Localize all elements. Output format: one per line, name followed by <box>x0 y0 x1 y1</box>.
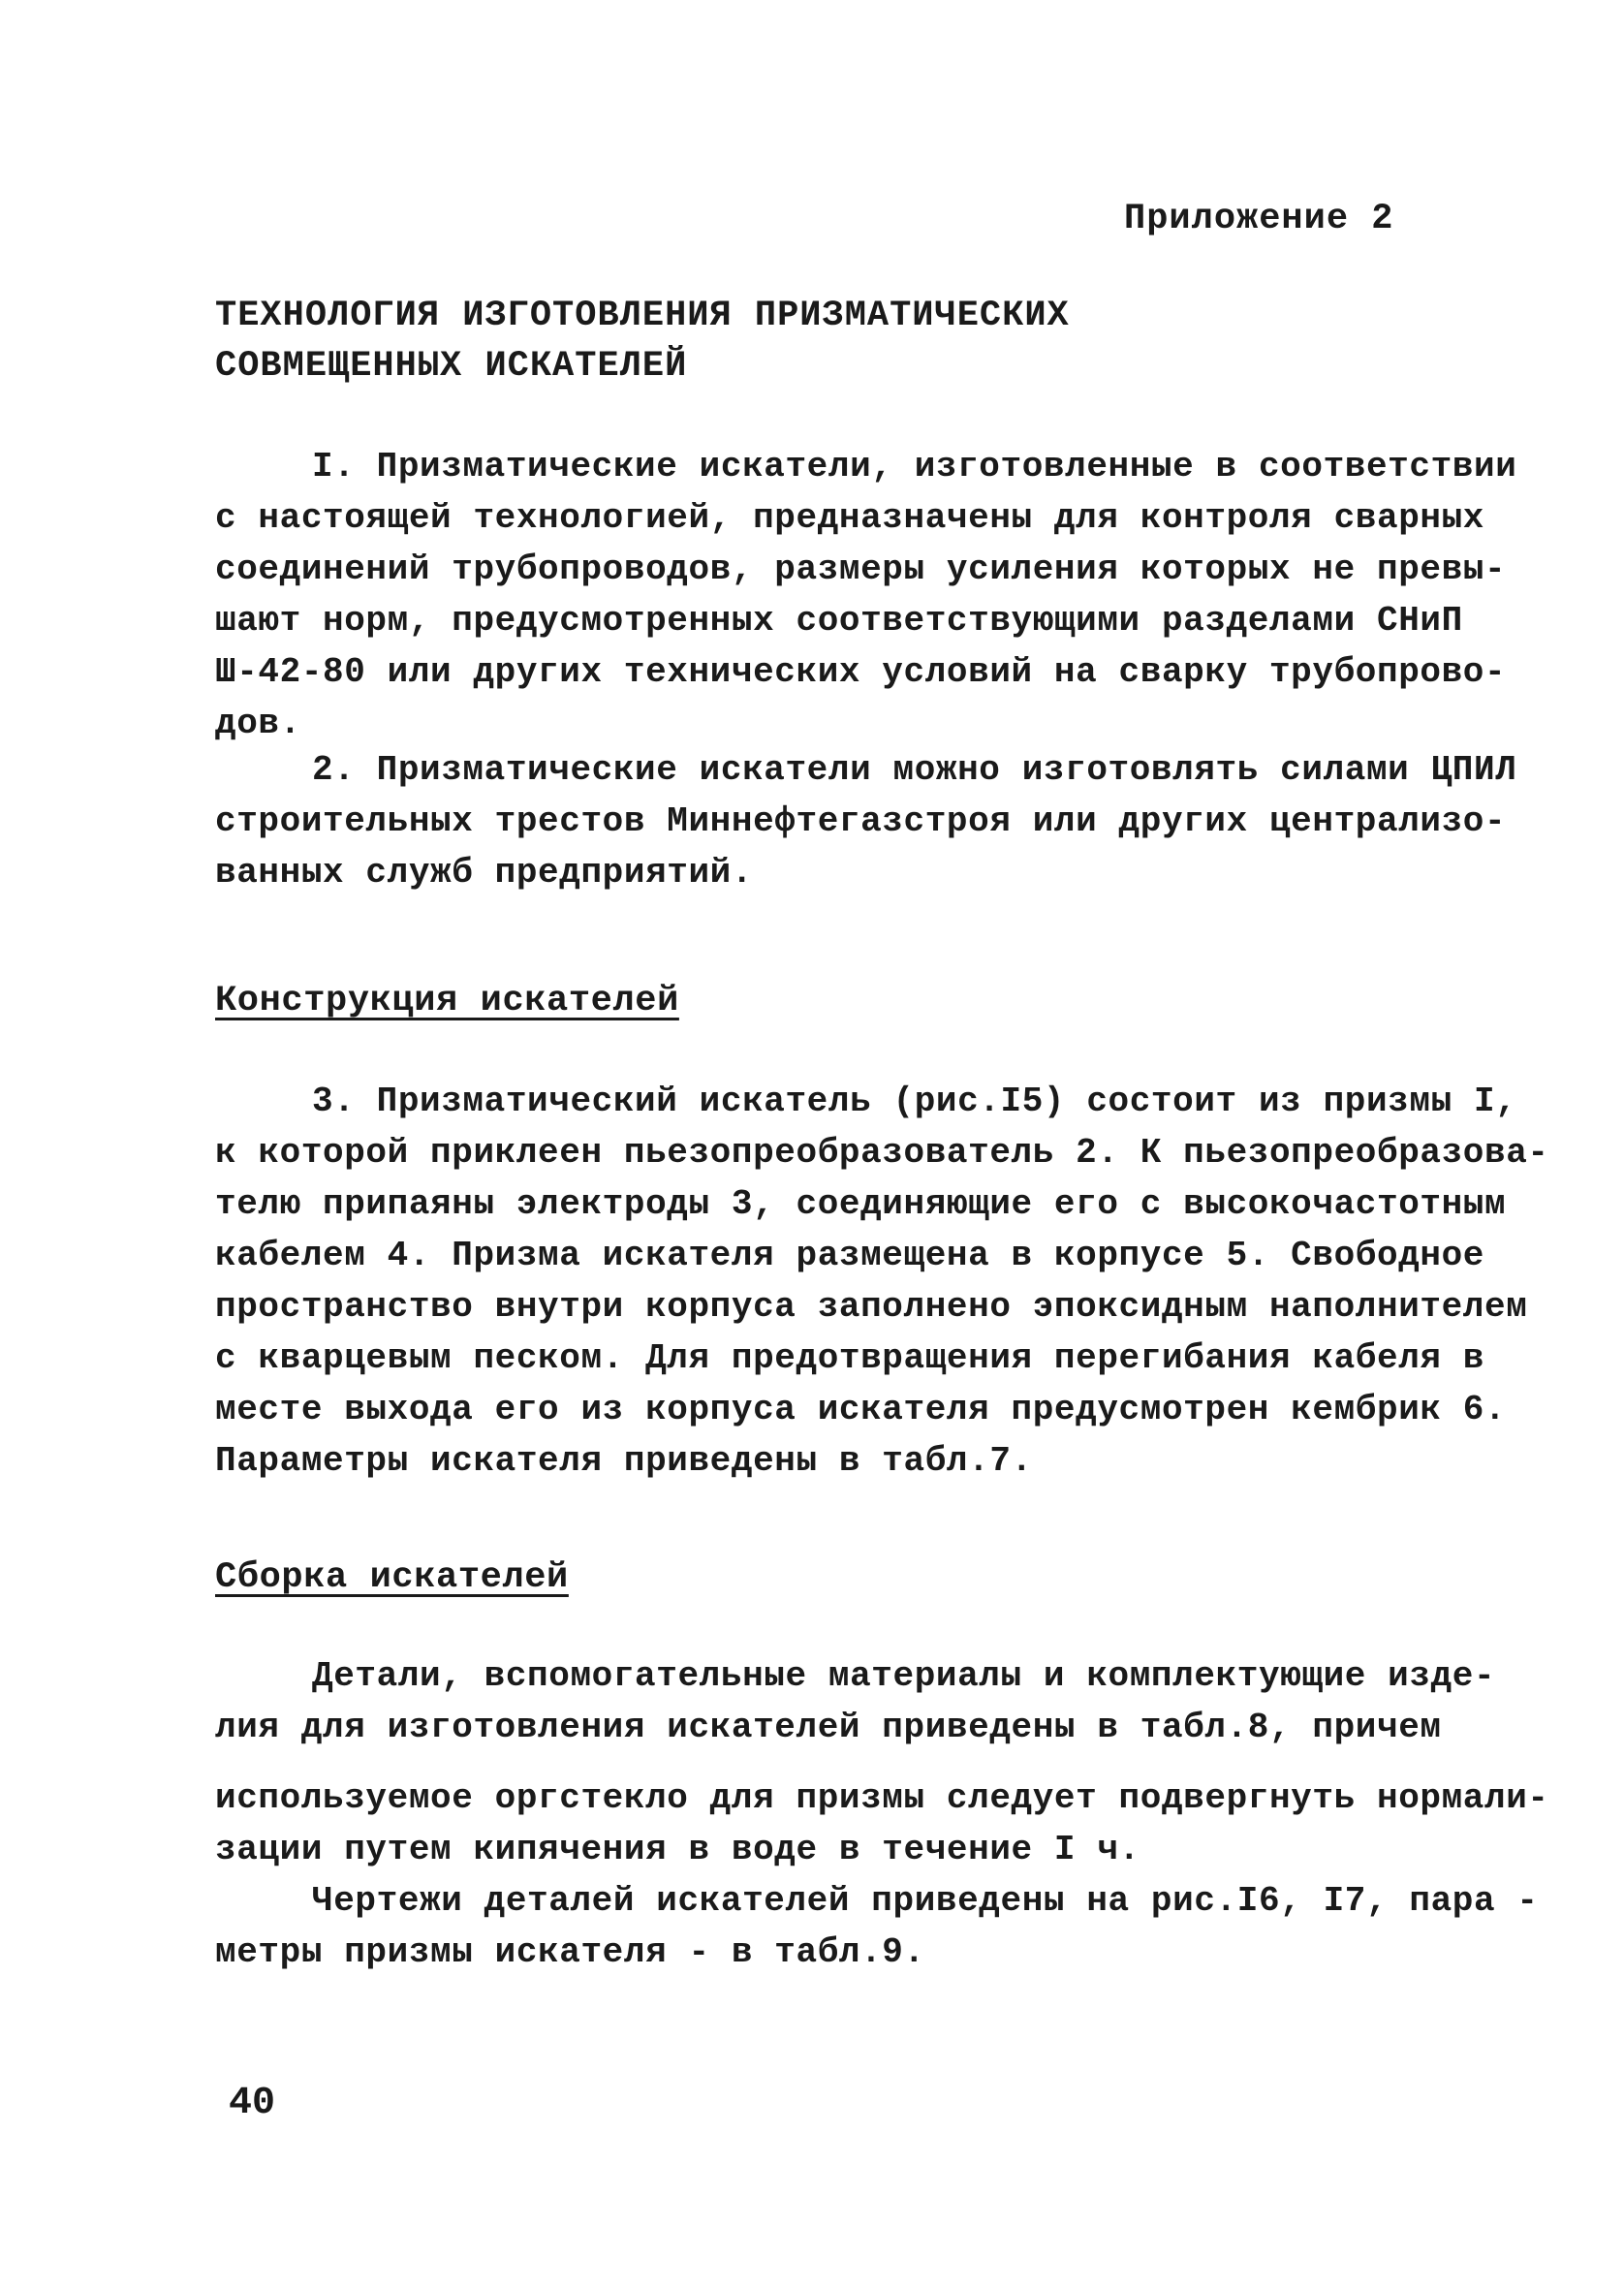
text-line: I. Призматические искатели, изготовленные в соответствии <box>312 447 1517 486</box>
paragraph-5 <box>215 1772 1549 1875</box>
text-line: кабелем 4. Призма искателя размещена в корпусе 5. Свободное <box>215 1236 1485 1275</box>
text-line: шают норм, предусмотренных соответствующими разделами СНиП <box>215 601 1463 641</box>
text-line: метры призмы искателя - в табл.9. <box>215 1932 925 1972</box>
text-line: 3. Призматический искатель (рис.I5) состоит из призмы I, <box>312 1082 1517 1121</box>
paragraph-3 <box>215 1076 1549 1487</box>
text-line: с настоящей технологией, предназначены для контроля сварных <box>215 498 1485 538</box>
text-line: Ш-42-80 или других технических условий на сварку трубопрово- <box>215 652 1507 692</box>
text-line: используемое оргстекло для призмы следует подвергнуть нормали- <box>215 1778 1549 1818</box>
paragraph-6 <box>215 1875 1539 1978</box>
appendix-label: Приложение 2 <box>1124 199 1394 239</box>
text-line: зации путем кипячения в воде в течение I ч. <box>215 1830 1140 1869</box>
title-line: ТЕХНОЛОГИЯ ИЗГОТОВЛЕНИЯ ПРИЗМАТИЧЕСКИХ <box>215 296 1070 336</box>
document-title <box>215 291 1070 392</box>
text-line: Детали, вспомогательные материалы и комплектующие изде- <box>312 1656 1496 1696</box>
text-line: Параметры искателя приведены в табл.7. <box>215 1441 1033 1481</box>
text-line: 2. Призматические искатели можно изготовлять силами ЦПИЛ <box>312 750 1517 790</box>
page-number: 40 <box>229 2082 276 2125</box>
text-line: месте выхода его из корпуса искателя предусмотрен кембрик 6. <box>215 1390 1507 1429</box>
text-line: строительных трестов Миннефтегазстроя или других централизо- <box>215 801 1507 841</box>
title-line: СОВМЕЩЕННЫХ ИСКАТЕЛЕЙ <box>215 346 688 387</box>
text-line: ванных служб предприятий. <box>215 853 754 893</box>
text-line: пространство внутри корпуса заполнено эпоксидным наполнителем <box>215 1287 1528 1327</box>
paragraph-1 <box>215 441 1517 749</box>
section-heading-assembly: Сборка искателей <box>215 1557 569 1598</box>
text-line: к которой приклеен пьезопреобразователь 2. К пьезопреобразова- <box>215 1133 1549 1173</box>
paragraph-2 <box>215 744 1517 898</box>
paragraph-4 <box>215 1650 1496 1753</box>
text-line: Чертежи деталей искателей приведены на рис.I6, I7, пара - <box>312 1881 1539 1921</box>
text-line: телю припаяны электроды 3, соединяющие его с высокочастотным <box>215 1184 1507 1224</box>
section-heading-construction: Конструкция искателей <box>215 981 679 1021</box>
text-line: лия для изготовления искателей приведены в табл.8, причем <box>215 1708 1442 1747</box>
text-line: соединений трубопроводов, размеры усиления которых не превы- <box>215 549 1507 589</box>
text-line: дов. <box>215 704 301 743</box>
text-line: с кварцевым песком. Для предотвращения перегибания кабеля в <box>215 1338 1485 1378</box>
